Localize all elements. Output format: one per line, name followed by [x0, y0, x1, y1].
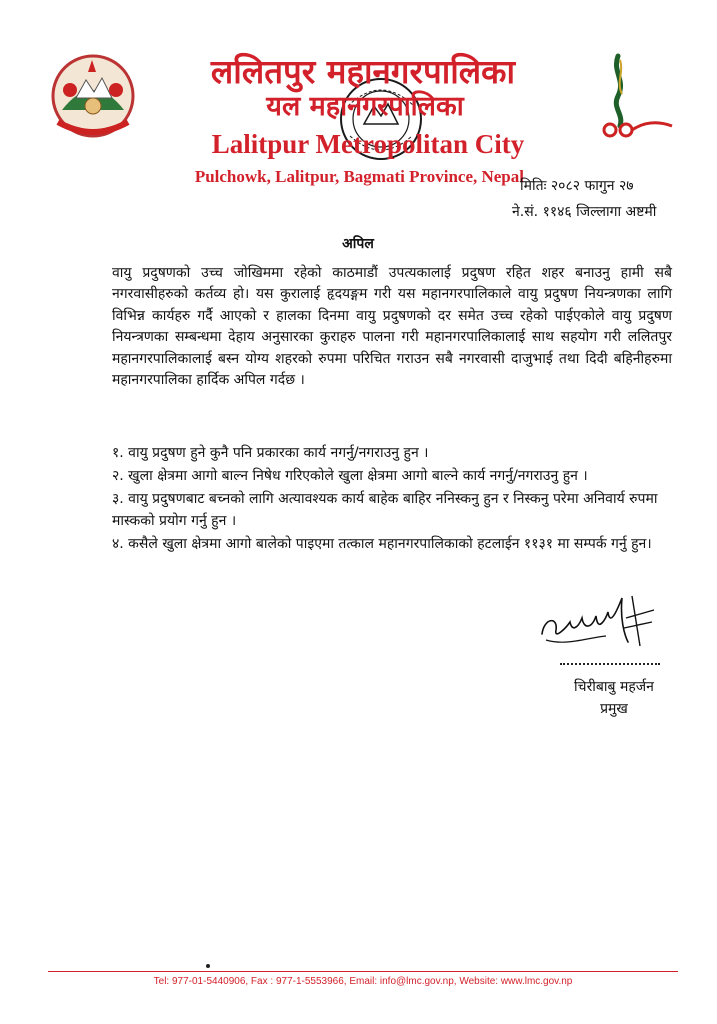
- point-item: ४. कसैले खुला क्षेत्रमा आगो बालेको पाइएमा तत्काल महानगरपालिकाको हटलाईन ११३१ मा सम्पर्क गर्नु हुन।: [112, 536, 652, 553]
- date-bs: मितिः २०८२ फागुन २७: [520, 178, 634, 194]
- signature-dotted-line: [560, 663, 660, 665]
- footer-dot: [206, 964, 210, 968]
- point-item: २. खुला क्षेत्रमा आगो बाल्न निषेध गरिएकोले खुला क्षेत्रमा आगो बाल्ने कार्य नगर्नु/नगराउनु हुन ।: [112, 467, 588, 484]
- date-nepal-sambat: ने.सं. ११४६ जिल्लागा अष्टमी: [512, 204, 657, 220]
- city-name-english: Lalitpur Metropolitan City: [211, 129, 525, 159]
- city-address: Pulchowk, Lalitpur, Bagmati Province, Nepal: [194, 167, 524, 186]
- appeal-points: [112, 442, 672, 556]
- handwritten-signature: [536, 588, 658, 654]
- signer-name: चिरीबाबु महर्जन: [574, 679, 654, 695]
- city-name-nepali: ललितपुर महानगरपालिका: [210, 52, 516, 91]
- signer-block: [560, 676, 668, 720]
- city-name-newari: यल महानगरपालिका: [266, 91, 464, 122]
- nepal-government-emblem-icon: [48, 50, 138, 140]
- point-item: १. वायु प्रदुषण हुने कुनै पनि प्रकारका कार्य नगर्नु/नगराउनु हुन ।: [112, 445, 429, 461]
- subject-heading: अपिल: [342, 236, 374, 252]
- city-logo-icon: [598, 52, 680, 142]
- footer-contact: Tel: 977-01-5440906, Fax : 977-1-5553966, Email: info@lmc.gov.np, Website: www.lmc.gov.np: [153, 976, 573, 987]
- signer-title: प्रमुख: [600, 701, 628, 717]
- footer-divider: [48, 971, 678, 972]
- point-item: ३. वायु प्रदुषणबाट बच्नको लागि अत्यावश्यक कार्य बाहेक बाहिर ननिस्कनु हुन र निस्कनु परेमा अनिवार्य रुपमा मास्कको प्रयोग गर्नु हुन ।: [112, 490, 658, 530]
- appeal-body: वायु प्रदुषणको उच्च जोखिममा रहेको काठमाडौं उपत्यकालाई प्रदुषण रहित शहर बनाउनु हामी सबै नगरवासीहरुको कर्तव्य हो। यस कुरालाई हृदयङ्गम गरी यस महानगरपालिकाले वायु प्रदुषण नियन्त्रणका लागि विभिन्न कार्यहरु गर्दै आएको र हालका दिनमा वायु प्रदुषणको दर समेत उच्च रहेको पाईएकोले वायु प्रदुषण नियन्त्रणका सम्बन्धमा देहाय अनुसारका कुराहरु पालना गरी महानगरपालिकालाई साथ सहयोग गरी ललितपुर महानगरपालिकालाई बस्न योग्य शहरको रुपमा परिचित गराउन सबै नगरवासी दाजुभाई तथा दिदी बहिनीहरुमा महानगरपालिका हार्दिक अपिल गर्दछ ।: [112, 265, 672, 389]
